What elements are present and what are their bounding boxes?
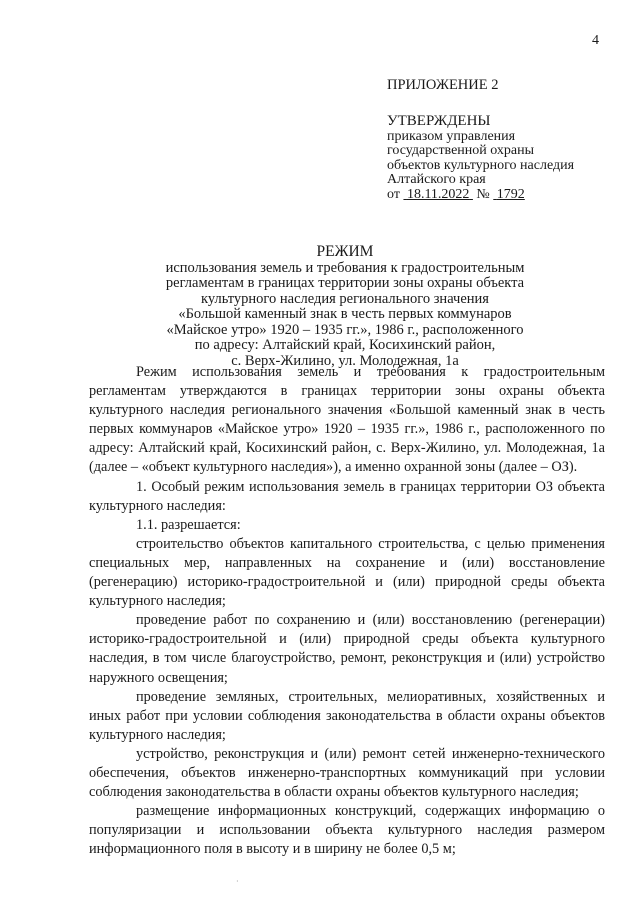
body-paragraph: размещение информационных конструкций, содержащих информацию о популяризации и использовании объекта культурного наследия размером информационного поля в высоту и в ширину не более 0,5 м;	[89, 803, 605, 858]
title-line: с. Верх-Жилино, ул. Молодежная, 1а	[231, 352, 459, 369]
title-line: по адресу: Алтайский край, Косихинский район,	[194, 337, 496, 353]
approval-block	[387, 114, 574, 202]
body-paragraph: 1.1. разрешается:	[136, 516, 241, 533]
body-paragraph: строительство объектов капитального строительства, с целью применения специальных мер, направленных на сохранение и (или) восстановление (регенерацию) историко-градостроительной и (или) природной среды объекта культурного наследия;	[89, 535, 605, 610]
body-paragraph: проведение земляных, строительных, мелиоративных, хозяйственных и иных работ при условии соблюдения законодательства в области охраны объектов культурного наследия;	[89, 688, 605, 743]
approval-line: приказом управления	[387, 128, 516, 144]
body-paragraph: проведение работ по сохранению и (или) восстановлению (регенерации) историко-градостроительной и (или) природной среды объекта культурного наследия, в том числе благоустройство, ремонт, реконструкция и (или) устройство наружного освещения;	[89, 612, 605, 686]
order-line	[387, 188, 574, 203]
appendix-label: ПРИЛОЖЕНИЕ 2	[387, 77, 499, 93]
approval-heading: УТВЕРЖДЕНЫ	[387, 113, 491, 129]
title-line: регламентам в границах территории зоны охраны объекта	[165, 275, 525, 291]
approval-line: государственной охраны	[387, 143, 535, 158]
body-paragraph: Режим использования земель и требования к градостроительным регламентам утверждаются в границах территории зоны охраны объекта культурного наследия регионального значения «Большой каменный знак в честь первых коммунаров «Майское утро» 1920 – 1935 гг.», 1986 г., расположенного по адресу: Алтайский край, Косихинский район, с. Верх-Жилино, ул. Молодежная, 1а (далее – «объект культурного наследия»), а именно охранной зоны (далее – ОЗ).	[89, 364, 605, 476]
document-body	[89, 363, 605, 859]
title-line: «Майское утро» 1920 – 1935 гг.», 1986 г., расположенного	[166, 321, 524, 338]
order-number: 1792	[496, 186, 525, 202]
order-date: 18.11.2022	[406, 186, 470, 202]
title-heading: РЕЖИМ	[316, 243, 374, 260]
page-number: 4	[592, 33, 599, 48]
order-prefix: от	[387, 186, 400, 202]
title-line: культурного наследия регионального значения	[201, 290, 489, 307]
document-title	[130, 244, 560, 369]
body-paragraph: 1. Особый режим использования земель в границах территории ОЗ объекта культурного наследия:	[89, 478, 605, 514]
title-line: использования земель и требования к градостроительным	[165, 259, 525, 276]
scan-speck: ·	[236, 877, 239, 886]
approval-line: объектов культурного наследия	[387, 157, 575, 173]
approval-line: Алтайского края	[387, 172, 486, 187]
title-line: «Большой каменный знак в честь первых коммунаров	[178, 306, 512, 322]
body-paragraph: устройство, реконструкция и (или) ремонт сетей инженерно-технического обеспечения, объектов инженерно-транспортных коммуникаций при условии соблюдения законодательства в области охраны объектов культурного наследия;	[89, 745, 605, 801]
order-number-sign: №	[476, 186, 490, 202]
